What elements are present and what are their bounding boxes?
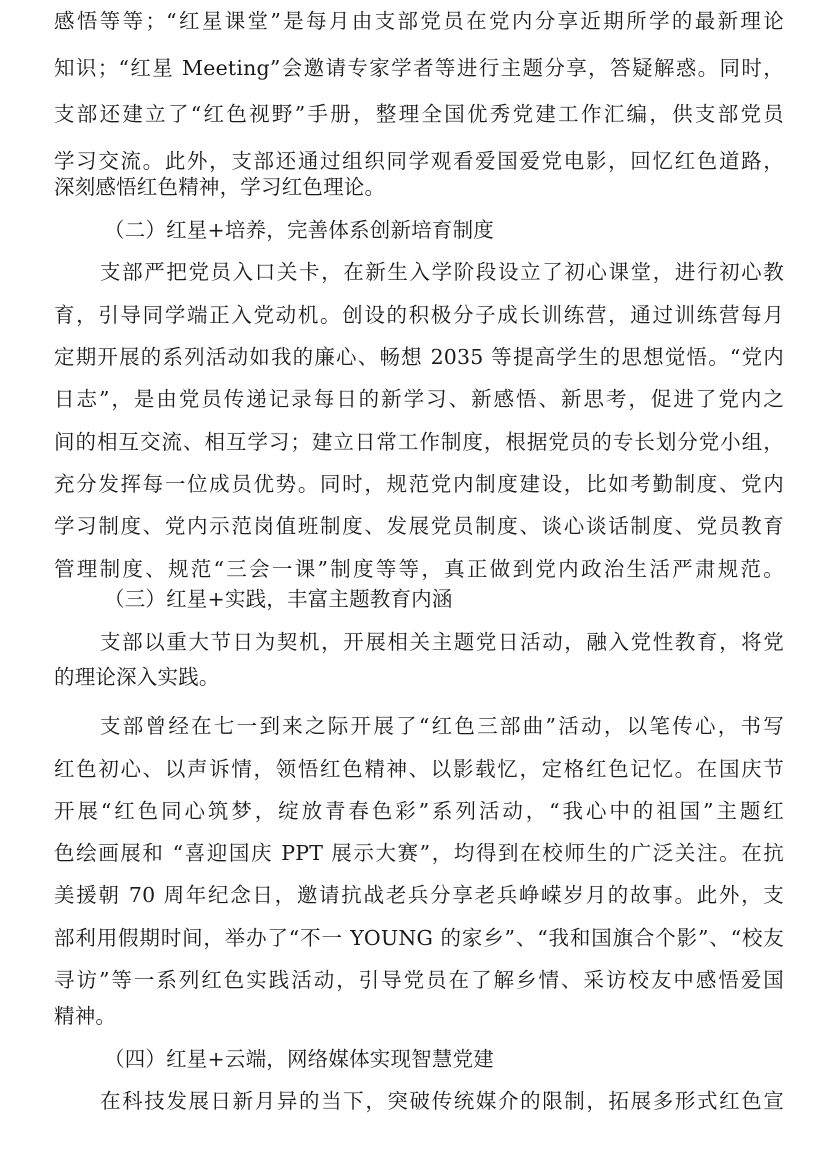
text-line: 色绘画展和 “喜迎国庆 PPT 展示大赛”，均得到在校师生的广泛关注。在抗 <box>54 841 784 865</box>
text-line: 深刻感悟红色精神，学习红色理论。 <box>54 175 386 199</box>
text-line: 支部曾经在七一到来之际开展了“红色三部曲”活动，以笔传心，书写 <box>100 714 784 738</box>
text-line: 在科技发展日新月异的当下，突破传统媒介的限制，拓展多形式红色宣 <box>100 1089 784 1113</box>
section-heading: （三）红星+实践，丰富主题教育内涵 <box>104 587 453 611</box>
text-line: 定期开展的系列活动如我的廉心、畅想 2035 等提高学生的思想觉悟。“党内 <box>54 345 784 369</box>
text-line: 支部以重大节日为契机，开展相关主题党日活动，融入党性教育，将党 <box>100 630 784 654</box>
text-line: 支部严把党员入口关卡，在新生入学阶段设立了初心课堂，进行初心教 <box>100 260 784 284</box>
text-line: 的理论深入实践。 <box>54 665 220 689</box>
text-line: 感悟等等；“红星课堂”是每月由支部党员在党内分享近期所学的最新理论 <box>54 9 784 33</box>
text-line: 充分发挥每一位成员优势。同时，规范党内制度建设，比如考勤制度、党内 <box>54 472 784 496</box>
text-line: 间的相互交流、相互学习；建立日常工作制度，根据党员的专长划分党小组， <box>54 430 784 454</box>
text-line: 精神。 <box>54 1004 117 1028</box>
section-heading: （二）红星+培养，完善体系创新培育制度 <box>104 218 494 242</box>
text-line: 红色初心、以声诉情，领悟红色精神、以影载忆，定格红色记忆。在国庆节 <box>54 757 784 781</box>
text-line: 管理制度、规范“三会一课”制度等等，真正做到党内政治生活严肃规范。 <box>54 557 784 581</box>
text-line: 知识；“红星 Meeting”会邀请专家学者等进行主题分享，答疑解惑。同时， <box>54 56 784 80</box>
text-line: 开展“红色同心筑梦，绽放青春色彩”系列活动，“我心中的祖国”主题红 <box>54 799 784 823</box>
text-line: 日志”，是由党员传递记录每日的新学习、新感悟、新思考，促进了党内之 <box>54 387 784 411</box>
text-line: 美援朝 70 周年纪念日，邀请抗战老兵分享老兵峥嵘岁月的故事。此外，支 <box>54 883 784 907</box>
text-line: 部利用假期时间，举办了“不一 YOUNG 的家乡”、“我和国旗合个影”、“校友 <box>54 926 784 950</box>
text-line: 学习交流。此外，支部还通过组织同学观看爱国爱党电影，回忆红色道路， <box>54 149 784 173</box>
text-line: 育，引导同学端正入党动机。创设的积极分子成长训练营，通过训练营每月 <box>54 303 784 327</box>
text-line: 支部还建立了“红色视野”手册，整理全国优秀党建工作汇编，供支部党员 <box>54 102 784 126</box>
section-heading: （四）红星+云端，网络媒体实现智慧党建 <box>104 1047 494 1071</box>
text-line: 学习制度、党内示范岗值班制度、发展党员制度、谈心谈话制度、党员教育 <box>54 514 784 538</box>
text-line: 寻访”等一系列红色实践活动，引导党员在了解乡情、采访校友中感悟爱国 <box>54 968 784 992</box>
